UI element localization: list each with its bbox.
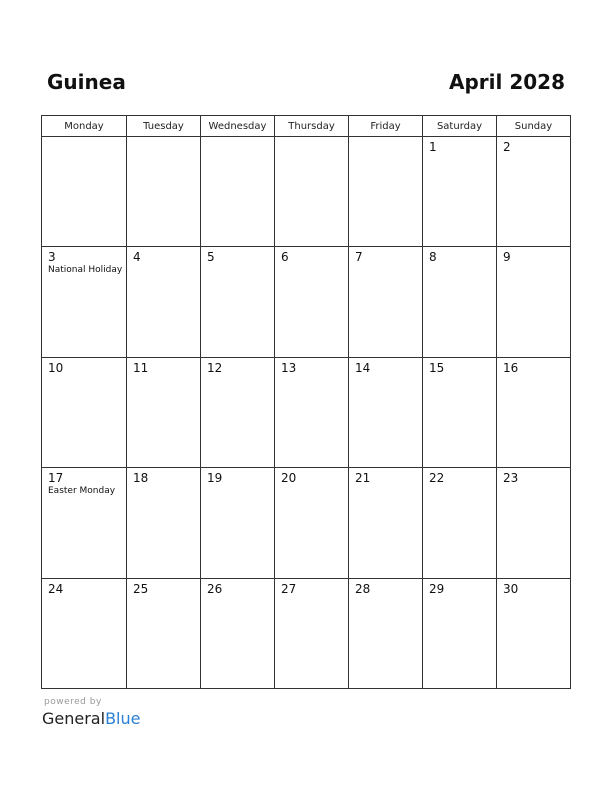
day-number: 28: [355, 581, 371, 596]
day-number: 10: [48, 360, 64, 375]
weekday-saturday: Saturday: [423, 116, 497, 137]
day-cell: [349, 247, 423, 357]
day-cell: [275, 468, 349, 578]
day-cell: [497, 247, 571, 357]
day-cell: [497, 468, 571, 578]
day-cell: [423, 137, 497, 247]
day-number: 15: [429, 360, 445, 375]
day-cell: [42, 468, 127, 578]
day-cell: [349, 578, 423, 688]
day-number: 23: [503, 471, 519, 486]
day-cell: [42, 137, 127, 247]
day-number: 20: [281, 471, 297, 486]
day-cell: [423, 468, 497, 578]
day-number: 13: [281, 360, 297, 375]
day-number: 27: [281, 581, 297, 596]
day-number: 7: [355, 250, 363, 265]
powered-by-label: powered by: [44, 697, 102, 707]
day-number: 11: [133, 360, 149, 375]
brand-general-text: General: [42, 709, 106, 728]
day-cell: [275, 578, 349, 688]
generalblue-logo[interactable]: [42, 709, 140, 728]
day-number: 12: [207, 360, 223, 375]
day-cell: [423, 578, 497, 688]
day-number: 25: [133, 581, 149, 596]
day-cell: [201, 468, 275, 578]
week-row: [42, 357, 571, 467]
day-number: 19: [207, 471, 223, 486]
week-row: [42, 137, 571, 247]
day-number: 9: [503, 250, 511, 265]
day-cell: [201, 578, 275, 688]
day-cell: [127, 578, 201, 688]
day-number: 22: [429, 471, 445, 486]
day-number: 2: [503, 140, 511, 154]
day-cell: [497, 578, 571, 688]
day-cell: [127, 137, 201, 247]
holiday-label: National Holiday: [48, 265, 123, 276]
day-number: 21: [355, 471, 371, 486]
day-cell: [349, 468, 423, 578]
day-cell: [42, 578, 127, 688]
weekday-friday: Friday: [349, 116, 423, 137]
day-cell: [127, 247, 201, 357]
month-year-title: April 2028: [449, 70, 565, 94]
day-cell: [275, 357, 349, 467]
calendar-grid: [41, 115, 571, 689]
day-number: 18: [133, 471, 149, 486]
day-cell: [275, 137, 349, 247]
day-number: 1: [429, 140, 437, 154]
day-cell: [127, 468, 201, 578]
day-cell: [42, 247, 127, 357]
day-number: 14: [355, 360, 371, 375]
day-cell: [423, 357, 497, 467]
day-cell: [127, 357, 201, 467]
weekday-tuesday: Tuesday: [127, 116, 201, 137]
day-number: 17: [48, 471, 64, 486]
week-row: [42, 578, 571, 688]
day-cell: [201, 357, 275, 467]
weekday-monday: Monday: [42, 116, 127, 137]
day-number: 29: [429, 581, 445, 596]
day-number: 30: [503, 581, 519, 596]
day-cell: [423, 247, 497, 357]
week-row: [42, 468, 571, 578]
day-number: 8: [429, 250, 437, 265]
day-number: 5: [207, 250, 215, 265]
week-row: [42, 247, 571, 357]
day-number: 16: [503, 360, 519, 375]
weekday-sunday: Sunday: [497, 116, 571, 137]
day-cell: [349, 137, 423, 247]
day-cell: [42, 357, 127, 467]
country-title: Guinea: [47, 70, 126, 94]
day-cell: [497, 137, 571, 247]
weekday-thursday: Thursday: [275, 116, 349, 137]
day-number: 26: [207, 581, 223, 596]
day-cell: [201, 247, 275, 357]
holiday-label: Easter Monday: [48, 486, 116, 497]
day-number: 3: [48, 250, 56, 265]
day-cell: [349, 357, 423, 467]
day-number: 6: [281, 250, 289, 265]
day-cell: [201, 137, 275, 247]
weekday-wednesday: Wednesday: [201, 116, 275, 137]
day-number: 4: [133, 250, 141, 265]
day-cell: [497, 357, 571, 467]
brand-blue-text: Blue: [105, 709, 141, 728]
day-cell: [275, 247, 349, 357]
day-number: 24: [48, 581, 64, 596]
weekday-header-row: [42, 116, 571, 137]
